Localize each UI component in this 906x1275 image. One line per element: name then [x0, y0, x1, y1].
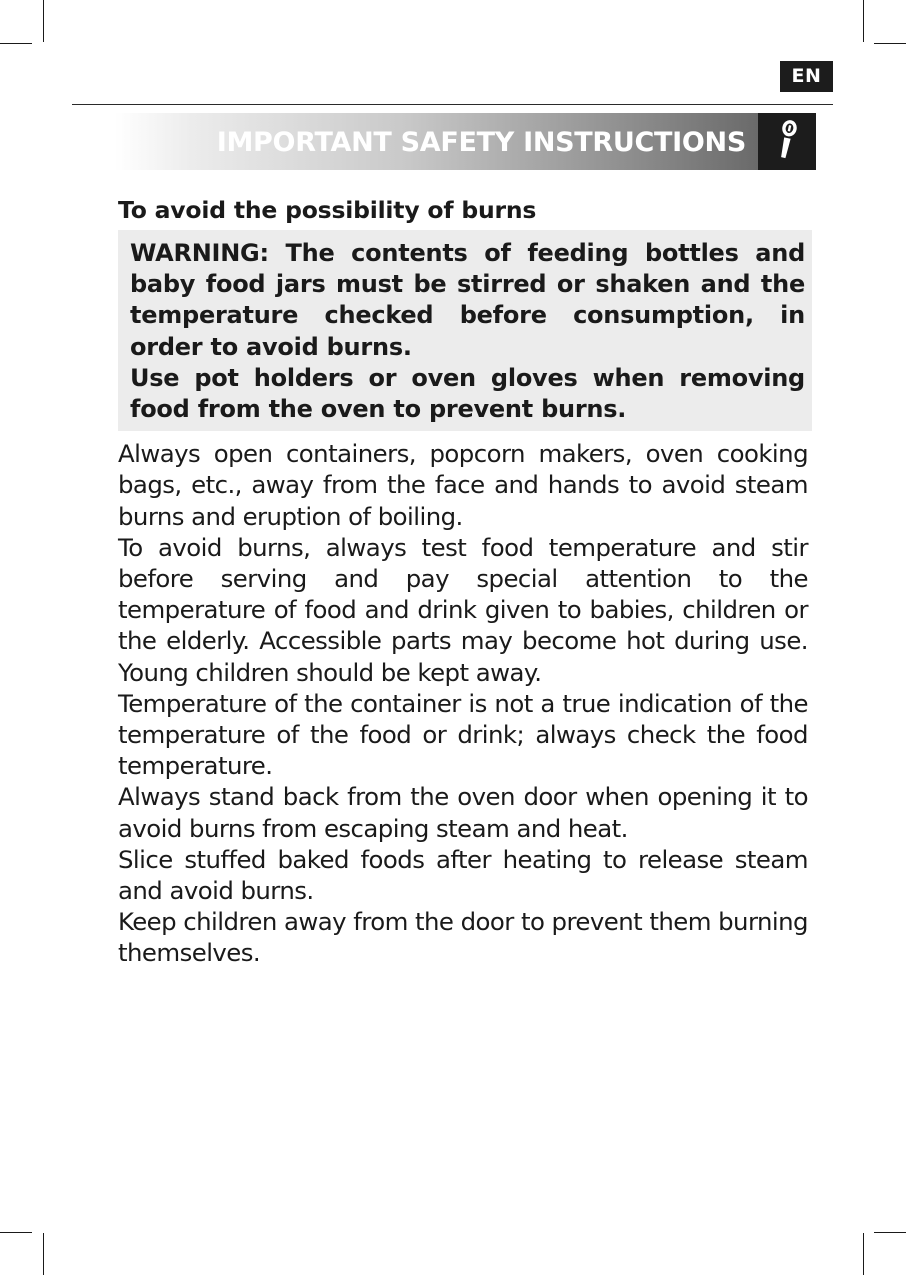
info-icon — [758, 113, 816, 170]
crop-mark — [0, 43, 32, 44]
section-heading: To avoid the possibility of burns — [118, 196, 537, 224]
crop-mark — [863, 0, 864, 42]
instruction-paragraph: Keep children away from the door to prevent them burning themselves. — [118, 907, 808, 968]
instruction-paragraph: Always stand back from the oven door when opening it to avoid burns from escaping steam and heat. — [118, 782, 808, 843]
warning-text: WARNING: The contents of feeding bottles and baby food jars must be stirred or shaken and the temperature checked before consumption, in order to avoid burns. — [130, 239, 805, 361]
instruction-paragraph: To avoid burns, always test food temperature and stir before serving and pay special attention to the temperature of food and drink given to babies, children or the elderly. Accessible parts may become hot during use. Young children should be kept away. — [118, 532, 808, 687]
header-divider — [72, 104, 833, 105]
warning-text: Use pot holders or oven gloves when removing food from the oven to prevent burns. — [130, 363, 805, 424]
crop-mark — [874, 1232, 906, 1233]
crop-mark — [43, 0, 44, 42]
crop-mark — [0, 1232, 32, 1233]
language-badge: EN — [780, 61, 833, 92]
crop-mark — [43, 1233, 44, 1275]
banner-title: IMPORTANT SAFETY INSTRUCTIONS — [216, 127, 746, 158]
instruction-paragraph: Temperature of the container is not a true indication of the temperature of the food or drink; always check the food temperature. — [118, 688, 808, 781]
crop-mark — [874, 43, 906, 44]
instructions-body — [118, 438, 808, 968]
section-content — [118, 190, 808, 969]
section-banner — [115, 113, 758, 170]
instruction-paragraph: Slice stuffed baked foods after heating to release steam and avoid burns. — [118, 844, 808, 906]
warning-box — [118, 230, 812, 431]
instruction-paragraph: Always open containers, popcorn makers, oven cooking bags, etc., away from the face and hands to avoid steam burns and eruption of boiling. — [118, 439, 808, 531]
crop-mark — [863, 1233, 864, 1275]
